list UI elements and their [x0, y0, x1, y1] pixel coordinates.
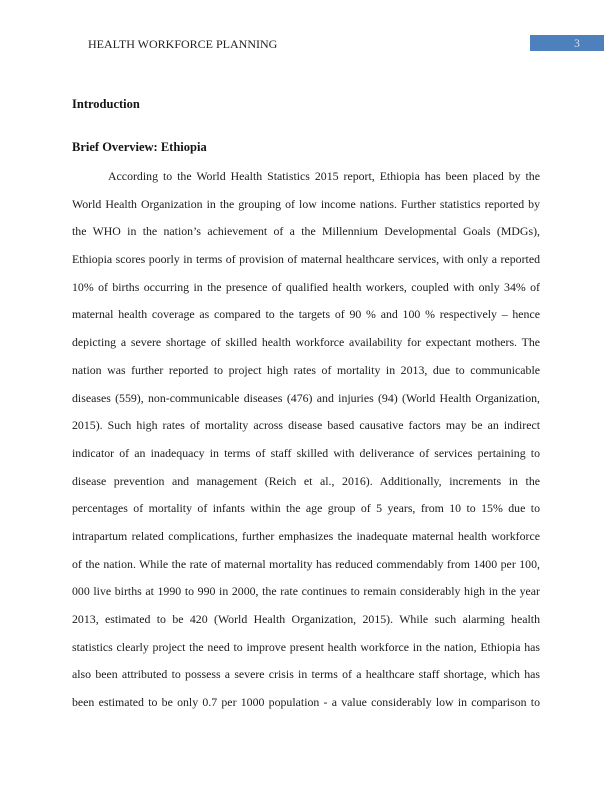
paragraph-line: depicting a severe shortage of skilled health workforce availability for expectant mothers. The: [72, 335, 540, 350]
page-number-box: [530, 35, 604, 51]
paragraph-line: disease prevention and management (Reich et al., 2016). Additionally, increments in the: [72, 473, 540, 488]
paragraph-line: 2015). Such high rates of mortality across disease based causative factors may be an indirect: [72, 418, 540, 433]
paragraph-line: also been attributed to possess a severe crisis in terms of a healthcare staff shortage, which has: [72, 667, 540, 682]
paragraph-line: World Health Organization in the grouping of low income nations. Further statistics reported by: [72, 196, 540, 211]
paragraph-line: 10% of births occurring in the presence of qualified health workers, coupled with only 34% of: [72, 279, 540, 294]
paragraph-line: Ethiopia scores poorly in terms of provision of maternal healthcare services, with only a reported: [72, 252, 540, 267]
running-head: HEALTH WORKFORCE PLANNING: [88, 37, 278, 51]
paragraph-line: statistics clearly project the need to improve present health workforce in the nation, Ethiopia has: [72, 639, 540, 654]
paragraph-line: 000 live births at 1990 to 990 in 2000, the rate continues to remain considerably high in the year: [72, 584, 540, 599]
paragraph-line: been estimated to be only 0.7 per 1000 population - a value considerably low in comparison to: [72, 695, 540, 710]
paragraph-line: percentages of mortality of infants within the age group of 5 years, from 10 to 15% due to: [72, 501, 540, 516]
paragraph-line: maternal health coverage as compared to the targets of 90 % and 100 % respectively – hence: [72, 307, 540, 322]
paragraph-line: 2013, estimated to be 420 (World Health Organization, 2015). While such alarming health: [72, 612, 540, 626]
paragraph-line: nation was further reported to project high rates of mortality in 2013, due to communicable: [72, 362, 540, 377]
heading-brief-overview: Brief Overview: Ethiopia: [72, 140, 207, 154]
intro-paragraph: [72, 163, 540, 717]
paragraph-line: diseases (559), non-communicable diseases (476) and injuries (94) (World Health Organization,: [72, 390, 540, 405]
paragraph-line: intrapartum related complications, further emphasizes the inadequate maternal health workforce: [72, 528, 540, 543]
heading-introduction: Introduction: [72, 97, 140, 111]
paragraph-line: indicator of an inadequacy in terms of staff skilled with deliverance of services pertaining to: [72, 445, 540, 460]
page-number: 3: [574, 38, 580, 50]
paragraph-line: the WHO in the nation’s achievement of a the Millennium Developmental Goals (MDGs),: [72, 224, 540, 239]
paragraph-line: of the nation. While the rate of maternal mortality has reduced commendably from 1400 per 100,: [72, 556, 540, 571]
paragraph-line: According to the World Health Statistics 2015 report, Ethiopia has been placed by the: [108, 169, 540, 183]
